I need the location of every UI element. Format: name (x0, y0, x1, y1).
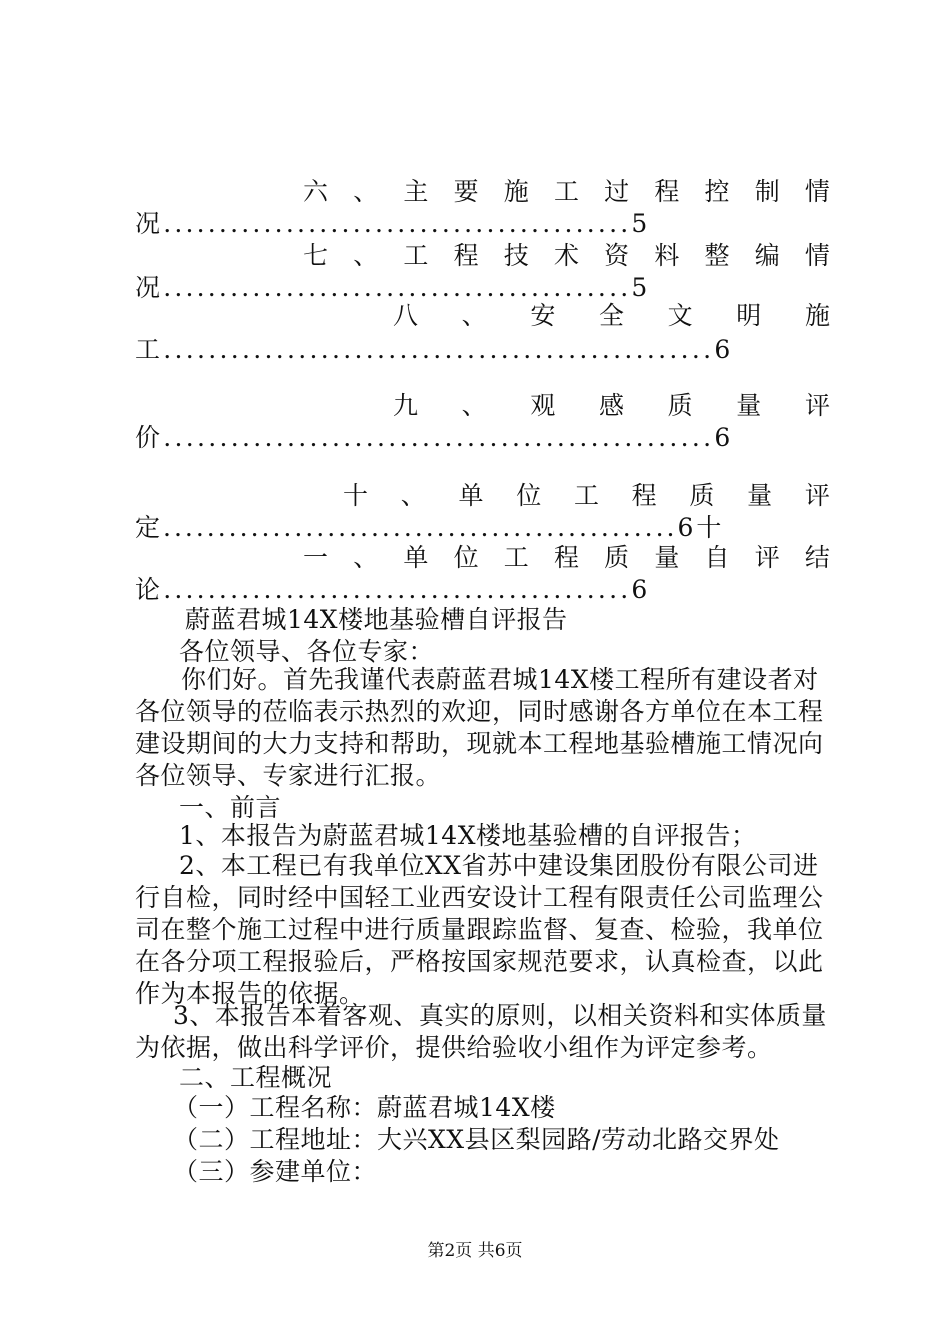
toc-title-char: 结 (804, 543, 830, 572)
toc-title-char: 要 (453, 177, 479, 206)
toc-title-char: 程 (453, 241, 479, 270)
toc-title-char: 九 (393, 391, 419, 420)
toc-title-char: 单 (403, 543, 429, 572)
toc-title-char: 过 (604, 177, 630, 206)
toc-title-char: 工 (553, 177, 579, 206)
toc-title-char: 术 (553, 241, 579, 270)
toc-title-char: 料 (654, 241, 680, 270)
toc-title-char: 自 (704, 543, 730, 572)
toc-title-char: 量 (747, 481, 773, 510)
section-heading-overview: 二、工程概况 (179, 1063, 333, 1092)
toc-title-char: 主 (403, 177, 429, 206)
toc-title-char: 控 (704, 177, 730, 206)
overview-item-name: （一）工程名称：蔚蓝君城14X楼 (173, 1093, 556, 1122)
toc-title-char: 情 (804, 177, 830, 206)
toc-title-char: 、 (461, 391, 487, 420)
toc-continuation-7: 况..........................................5 (135, 273, 651, 302)
toc-title-9 (135, 390, 830, 422)
toc-title-char: 制 (754, 177, 780, 206)
toc-title-char: 一 (303, 543, 329, 572)
paragraph-1: 1、本报告为蔚蓝君城14X楼地基验槽的自评报告； (179, 821, 757, 850)
paragraph-2: 2、本工程已有我单位XX省苏中建设集团股份有限公司进行自检，同时经中国轻工业西安设计工程有限责任公司监理公司在整个施工过程中进行质量跟踪监督、复查、检验，我单位在各分项工程报验后，严格按国家规范要求，认真检查，以此作为本报告的依据。 (135, 851, 824, 1008)
toc-title-char: 量 (736, 391, 762, 420)
toc-title-char: 十 (343, 481, 369, 510)
toc-title-7 (135, 240, 830, 272)
toc-title-char: 安 (530, 301, 556, 330)
toc-title-char: 质 (667, 391, 693, 420)
toc-title-char: 六 (303, 177, 329, 206)
toc-continuation-6: 况..........................................5 (135, 209, 651, 238)
toc-title-char: 感 (598, 391, 624, 420)
toc-title-11 (135, 542, 830, 574)
toc-title-char: 位 (453, 543, 479, 572)
greeting: 各位领导、各位专家： (179, 637, 435, 666)
overview-item-address: （二）工程地址：大兴XX县区梨园路/劳动北路交界处 (173, 1125, 780, 1154)
toc-title-char: 、 (353, 543, 379, 572)
intro-paragraph: 你们好。首先我谨代表蔚蓝君城14X楼工程所有建设者对各位领导的莅临表示热烈的欢迎，同时感谢各方单位在本工程建设期间的大力支持和帮助，现就本工程地基验槽施工情况向各位领导、专家进行汇报。 (135, 665, 824, 790)
toc-title-char: 编 (754, 241, 780, 270)
report-title: 蔚蓝君城14X楼地基验槽自评报告 (185, 605, 568, 634)
toc-title-char: 位 (516, 481, 542, 510)
toc-title-char: 、 (353, 241, 379, 270)
toc-title-char: 施 (804, 301, 830, 330)
toc-title-char: 质 (689, 481, 715, 510)
toc-title-char: 量 (654, 543, 680, 572)
toc-continuation-10: 定...............................................6十 (135, 513, 725, 542)
toc-title-char: 评 (804, 481, 830, 510)
toc-title-char: 全 (598, 301, 624, 330)
toc-title-char: 评 (754, 543, 780, 572)
toc-title-char: 工 (403, 241, 429, 270)
toc-title-char: 七 (303, 241, 329, 270)
toc-title-char: 程 (553, 543, 579, 572)
toc-continuation-9: 价.................................................6 (135, 423, 734, 452)
toc-title-char: 技 (503, 241, 529, 270)
overview-item-participants: （三）参建单位： (173, 1157, 378, 1186)
toc-title-char: 单 (458, 481, 484, 510)
toc-title-char: 、 (461, 301, 487, 330)
toc-title-6 (135, 176, 830, 208)
toc-title-char: 程 (631, 481, 657, 510)
toc-continuation-8: 工.................................................6 (135, 335, 734, 364)
toc-title-char: 工 (573, 481, 599, 510)
toc-title-char: 资 (604, 241, 630, 270)
section-heading-preface: 一、前言 (179, 793, 282, 822)
toc-title-char: 、 (400, 481, 426, 510)
toc-title-char: 八 (393, 301, 419, 330)
toc-title-char: 评 (804, 391, 830, 420)
toc-title-char: 质 (604, 543, 630, 572)
toc-title-char: 施 (503, 177, 529, 206)
toc-title-10 (135, 480, 830, 512)
toc-title-char: 程 (654, 177, 680, 206)
toc-title-8 (135, 300, 830, 332)
toc-title-char: 、 (353, 177, 379, 206)
toc-title-char: 工 (503, 543, 529, 572)
toc-continuation-11: 论..........................................6 (135, 575, 651, 604)
page-footer: 第2页 共6页 (427, 1241, 523, 1261)
toc-title-char: 文 (667, 301, 693, 330)
toc-title-char: 明 (736, 301, 762, 330)
toc-title-char: 观 (530, 391, 556, 420)
paragraph-3: 3、本报告本着客观、真实的原则，以相关资料和实体质量为依据，做出科学评价，提供给验收小组作为评定参考。 (135, 1001, 827, 1062)
toc-title-char: 情 (804, 241, 830, 270)
toc-title-char: 整 (704, 241, 730, 270)
